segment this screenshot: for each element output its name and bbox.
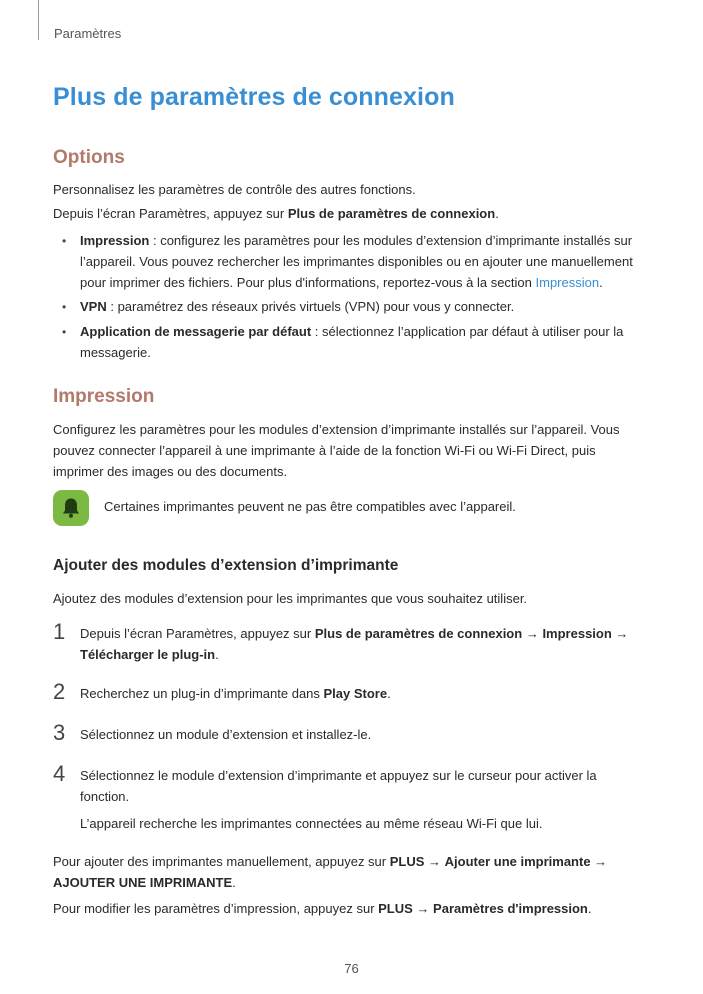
step-number: 3: [53, 720, 66, 745]
page-title: Plus de paramètres de connexion: [53, 83, 455, 111]
bullet-marker: •: [62, 325, 67, 339]
bullet-impression: Impression : configurez les paramètres pour les modules d’extension d’imprimante installés sur l’appareil. Vous pouvez rechercher les imprimantes disponibles ou en ajouter une manuellement pour imprimer des fichiers. Pour plus d'informations, reportez-vous à la section Impression.: [80, 233, 633, 290]
step-3: Sélectionnez un module d’extension et installez-le.: [80, 727, 372, 742]
note-text: Certaines imprimantes peuvent ne pas être compatibles avec l’appareil.: [104, 499, 516, 514]
bullet-messaging: Application de messagerie par défaut : sélectionnez l’application par défaut à utiliser pour la messagerie.: [80, 324, 624, 360]
step-number: 2: [53, 679, 66, 704]
section-heading-options: Options: [53, 147, 125, 168]
impression-link[interactable]: Impression: [535, 275, 600, 290]
step-1: Depuis l’écran Paramètres, appuyez sur Plus de paramètres de connexion → Impression → Télécharger le plug-in.: [80, 626, 629, 662]
header-rule: [38, 0, 39, 40]
step-2: Recherchez un plug-in d’imprimante dans Play Store.: [80, 686, 391, 701]
bullet-marker: •: [62, 300, 67, 314]
section-heading-impression: Impression: [53, 386, 155, 407]
bullet-vpn: VPN : paramétrez des réseaux privés virtuels (VPN) pour vous y connecter.: [80, 299, 515, 314]
subsection-heading-plugins: Ajouter des modules d’extension d’imprimante: [53, 557, 399, 574]
plugins-intro: Ajoutez des modules d’extension pour les imprimantes que vous souhaitez utiliser.: [53, 591, 528, 606]
print-settings-instruction: Pour modifier les paramètres d’impression, appuyez sur PLUS → Paramètres d'impression.: [53, 901, 592, 916]
step-number: 1: [53, 619, 66, 644]
impression-description: Configurez les paramètres pour les modules d’extension d’imprimante installés sur l’appareil. Vous pouvez connecter l’appareil à une imprimante à l’aide de la fonction Wi-Fi ou Wi-Fi Direct, puis imprimer des images ou des documents.: [53, 422, 620, 479]
step-number: 4: [53, 761, 66, 786]
bell-icon: [53, 490, 89, 526]
step-4-detail: L’appareil recherche les imprimantes connectées au même réseau Wi-Fi que lui.: [80, 816, 543, 831]
manual-add-instruction: Pour ajouter des imprimantes manuellement, appuyez sur PLUS → Ajouter une imprimante → AJOUTER UNE IMPRIMANTE.: [53, 854, 608, 890]
header-label: Paramètres: [54, 26, 122, 41]
options-instruction: Depuis l’écran Paramètres, appuyez sur Plus de paramètres de connexion.: [53, 206, 499, 221]
bullet-marker: •: [62, 234, 67, 248]
options-intro: Personnalisez les paramètres de contrôle des autres fonctions.: [53, 182, 416, 197]
step-4: Sélectionnez le module d’extension d’imprimante et appuyez sur le curseur pour activer la fonction.: [80, 768, 597, 804]
page-number: 76: [344, 961, 359, 976]
